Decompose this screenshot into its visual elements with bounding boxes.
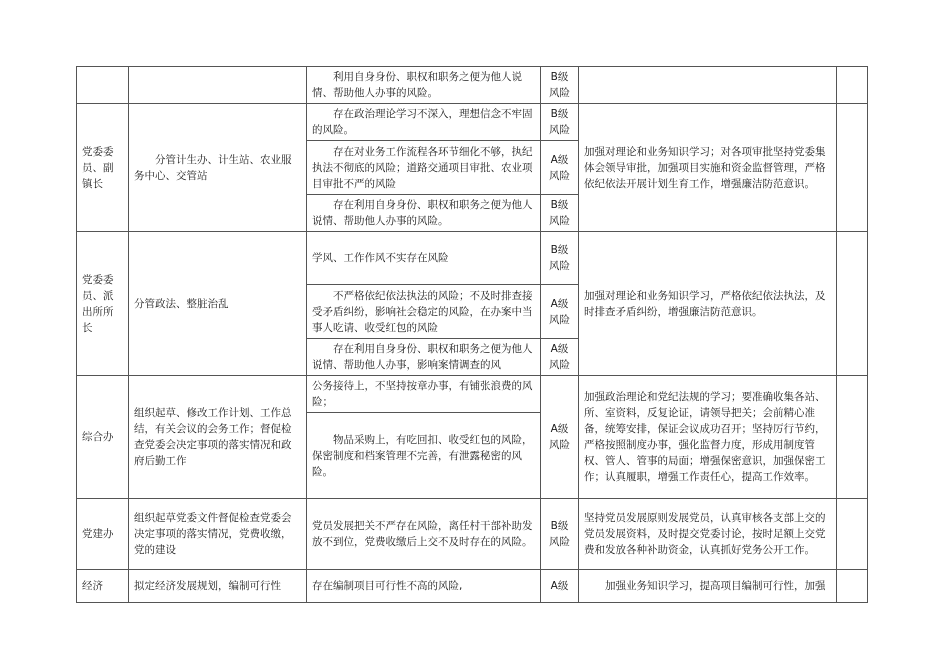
- table-row: [77, 232, 868, 285]
- table-row: [77, 376, 868, 413]
- risk-cell: 存在对业务工作流程各环节细化不够，执纪执法不彻底的风险；道路交通项目审批、农业项目审批不严的风险: [307, 141, 541, 195]
- blank-cell: [837, 104, 868, 232]
- table-row: [77, 499, 868, 570]
- duty-cell: 组织起草党委文件督促检查党委会决定事项的落实情况，党费收缴，党的建设: [129, 499, 307, 570]
- measures-cell: 加强对理论和业务知识学习，严格依纪依法执法，及时排查矛盾纠纷，增强廉洁防范意识。: [579, 232, 837, 376]
- risk-cell: 党员发展把关不严存在风险，离任村干部补助发放不到位，党费收缴后上交不及时存在的风险。: [307, 499, 541, 570]
- risk-level-cell: A级风险: [541, 376, 579, 499]
- blank-cell: [837, 232, 868, 376]
- blank-cell: [837, 499, 868, 570]
- position-cell: [77, 67, 129, 104]
- blank-cell: [837, 67, 868, 104]
- duty-cell: [129, 67, 307, 104]
- risk-cell: 存在政治理论学习不深入，理想信念不牢固的风险。: [307, 104, 541, 141]
- risk-table: [76, 66, 868, 603]
- risk-cell: 存在编制项目可行性不高的风险,: [307, 570, 541, 603]
- risk-level-cell: B级风险: [541, 67, 579, 104]
- position-cell: 党委委员、派出所所长: [77, 232, 129, 376]
- position-cell: 党建办: [77, 499, 129, 570]
- risk-cell: 存在利用自身身份、职权和职务之便为他人说情、帮助他人办事，影响案情调查的风: [307, 339, 541, 376]
- table-row: [77, 570, 868, 603]
- measures-cell: [579, 67, 837, 104]
- risk-level-cell: B级风险: [541, 499, 579, 570]
- measures-cell: 加强业务知识学习，提高项目编制可行性，加强: [579, 570, 837, 603]
- risk-cell: 不严格依纪依法执法的风险；不及时排查接受矛盾纠纷，影响社会稳定的风险，在办案中当事人吃请、收受红包的风险: [307, 285, 541, 339]
- measures-cell: 加强政治理论和党纪法规的学习；要准确收集各站、所、室资料，反复论证，请领导把关；会前精心准备，统筹安排，保证会议成功召开；坚持厉行节约，严格按照制度办事，强化监督力度，形成用制度管权、管人、管事的局面；增强保密意识，加强保密工作；认真履职，增强工作责任心，提高工作效率。: [579, 376, 837, 499]
- risk-cell: 学风、工作作风不实存在风险: [307, 232, 541, 285]
- blank-cell: [837, 570, 868, 603]
- duty-cell: 分管计生办、计生站、农业服务中心、交管站: [129, 104, 307, 232]
- risk-cell: 利用自身身份、职权和职务之便为他人说情、帮助他人办事的风险。: [307, 67, 541, 104]
- table-row: [77, 67, 868, 104]
- risk-level-cell: A级: [541, 570, 579, 603]
- risk-level-cell: A级风险: [541, 141, 579, 195]
- table-row: [77, 104, 868, 141]
- risk-level-cell: B级风险: [541, 232, 579, 285]
- measures-cell: 坚持党员发展原则发展党员，认真审核各支部上交的党员发展资料，及时提交党委讨论，按时足额上交党费和发放各种补助资金，认真抓好党务公开工作。: [579, 499, 837, 570]
- position-cell: 党委委员、副镇长: [77, 104, 129, 232]
- position-cell: 综合办: [77, 376, 129, 499]
- duty-cell: 拟定经济发展规划，编制可行性: [129, 570, 307, 603]
- risk-level-cell: A级风险: [541, 339, 579, 376]
- measures-cell: 加强对理论和业务知识学习；对各项审批坚持党委集体会领导审批，加强项目实施和资金监督管理，严格依纪依法开展计划生育工作，增强廉洁防范意识。: [579, 104, 837, 232]
- duty-cell: 组织起草、修改工作计划、工作总结，有关会议的会务工作；督促检查党委会决定事项的落实情况和政府后勤工作: [129, 376, 307, 499]
- risk-level-cell: B级风险: [541, 195, 579, 232]
- risk-level-cell: B级风险: [541, 104, 579, 141]
- position-cell: 经济: [77, 570, 129, 603]
- risk-cell: 存在利用自身身份、职权和职务之便为他人说情、帮助他人办事的风险。: [307, 195, 541, 232]
- risk-cell: 公务接待上，不坚持按章办事，有铺张浪费的风险；: [307, 376, 541, 413]
- risk-level-cell: A级风险: [541, 285, 579, 339]
- duty-cell: 分管政法、整脏治乱: [129, 232, 307, 376]
- blank-cell: [837, 376, 868, 499]
- risk-cell: 物品采购上，有吃回扣、收受红包的风险，保密制度和档案管理不完善，有泄露秘密的风险。: [307, 413, 541, 499]
